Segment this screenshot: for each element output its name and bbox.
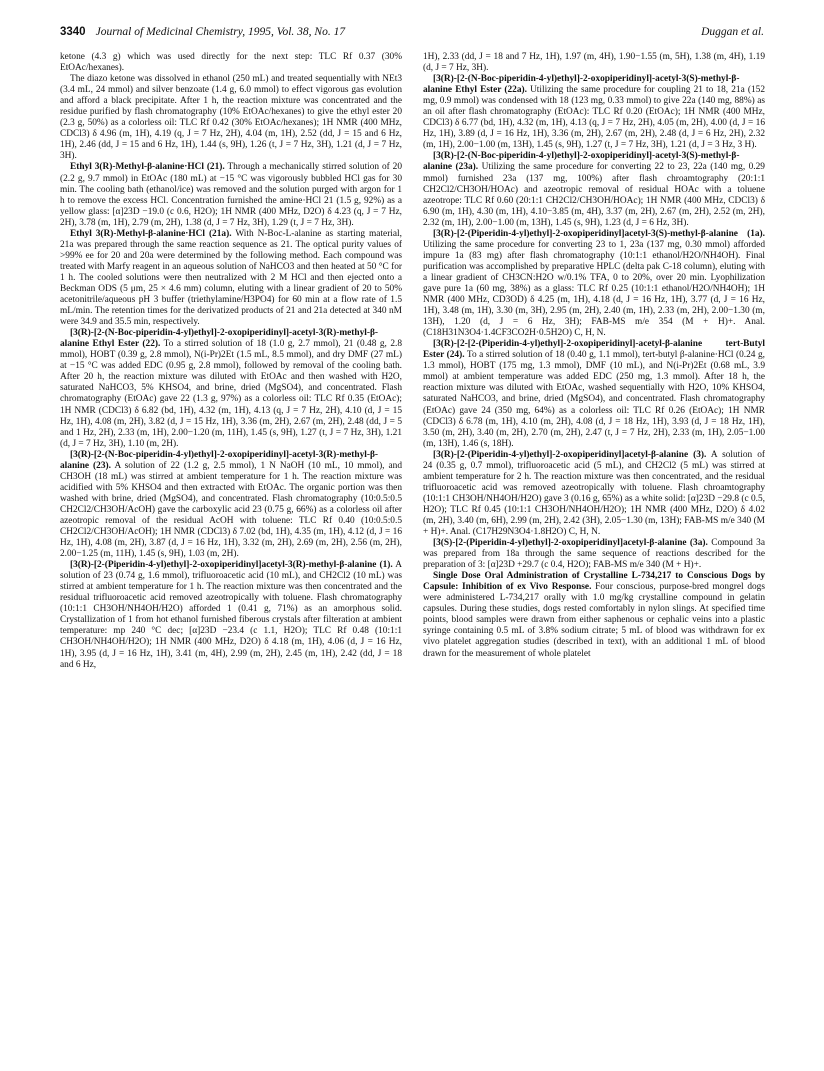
paragraph-text: A solution of 24 (0.35 g, 0.7 mmol), trifluoroacetic acid (5 mL), and CH2Cl2 (5 mL) was stirred at ambient temperature for 2 h. The reaction mixture was then concentrated, and the residual trifluoroacetic acid was removed azeotropically with toluene. Flash chroamtography (10:1:1 CH3OH/NH4OH/H2O) gave 3 (0.16 g, 65%) as a white solid: [α]23D −29.8 (c 0.5, H2O); TLC Rf 0.45 (10:1:1 CH3OH/NH4OH/H2O); 1H NMR (400 MHz, D2O) δ 4.02 (m, 2H), 3.40 (m, 6H), 2.99 (m, 2H), 2.42 (3H), 2.05−1.30 (m, 13H); FAB-MS m/e 340 (M + H)+. Anal. (C17H29N3O4·1.8H2O) C, H, N.	[423, 449, 765, 538]
section-heading: [3(R)-[2-(N-Boc-piperidin-4-yl)ethyl]-2-oxopiperidinyl]-acetyl-3(S)-methyl-β-alanine Ethyl Ester (22a).	[423, 74, 740, 96]
paragraph	[60, 560, 402, 670]
section-heading: [3(R)-[2-(Piperidin-4-yl)ethyl]-2-oxopiperidinyl]acetyl-3(R)-methyl-β-alanine (1).	[70, 560, 393, 571]
paragraph-text: Four conscious, purpose-bred mongrel dogs were administered L-734,217 orally with 1.0 mg/kg crystalline compound in gelatin capsules. During these studies, dogs rested comfortably in nylon slings. At specified time points, blood samples were drawn from either saphenous or cephalic veins into a plastic syringe containing 0.5 mL of 3.8% sodium citrate; 5 mL of blood was withdrawn for ex vivo platelet aggregation studies (described in text), with an additional 1 mL of blood drawn for the measurement of whole platelet	[423, 582, 765, 659]
paragraph-text: Utilizing the same procedure for converting 23 to 1, 23a (137 mg, 0.30 mmol) afforded impure 1a (83 mg) after flash chromatography (10:1:1 ethanol/H2O/NH4OH). Final purification was accomplished by preparative HPLC (delta pak C-18 column), eluting with a linear gradient of CH3CN:H2O w/0.1% TFA, 0 to 20%, over 20 min. Lyophilization gave pure 1a (60 mg, 38%) as a glass: TLC Rf 0.25 (10:1:1 ethanol/H2O/NH4OH); 1H NMR (400 MHz, CD3OD) δ 4.25 (m, 1H), 4.18 (d, J = 16 Hz, 1H), 3.77 (d, J = 16 Hz, 1H), 3.48 (m, 1H), 3.30 (m, 3H), 2.95 (m, 2H), 2.40 (m, 1H), 2.33 (m, 2H), 2.00−1.30 (m, 13H), 1.20 (d, J = 6 Hz, 3H); FAB-MS m/e 354 (M + H)+. Anal. (C18H31N3O4·1.4CF3CO2H·0.5H2O) C, H, N.	[423, 239, 765, 339]
paragraph-text: Compound 3a was prepared from 18a through the same sequence of reactions described for the preparation of 3: [α]23D +29.7 (c 0.4, H2O); FAB-MS m/e 340 (M + H)+.	[423, 538, 765, 571]
running-authors: Duggan et al.	[701, 26, 764, 38]
paragraph	[60, 52, 402, 74]
paragraph	[60, 229, 402, 328]
paragraph	[60, 450, 402, 560]
section-heading: [3(R)-[2-(Piperidin-4-yl)ethyl]-2-oxopiperidinyl]acetyl-3(S)-methyl-β-alanine (1a).	[433, 228, 765, 239]
page-number: 3340	[60, 26, 86, 38]
paragraph	[423, 229, 765, 339]
paragraph	[60, 328, 402, 450]
left-text-column	[60, 52, 402, 1057]
paragraph-text: With N-Boc-L-alanine as starting material, 21a was prepared through the same reaction sequence as 21. The optical purity values of >99% ee for 20 and 20a were determined by the following method. Each compound was treated with Marfy reagent in an aqueous solution of NaHCO3 and then heated at 50 °C for 1 h. The cooled solutions were then neutralized with 2 M HCl and then ejected onto a Beckman ODS (5 μm, 25 × 4.6 mm) column, eluting with a linear gradient of 20 to 50% acetonitrile/aqueous pH 3 buffer (triethylamine/H3PO4) for 60 min at a flow rate of 1.5 mL/min. The retention times for the derivatized products of 21 and 21a detected at 340 nM were 34.9 and 35.5 min, respectively.	[60, 228, 402, 328]
section-heading: Ethyl 3(R)-Methyl-β-alanine·HCl (21a).	[70, 228, 232, 239]
section-heading: [3(R)-[2-[2-(Piperidin-4-yl)ethyl]-2-oxopiperidinyl]-acetyl-β-alanine tert-Butyl Ester (24).	[423, 339, 765, 361]
journal-citation: Journal of Medicinal Chemistry, 1995, Vol. 38, No. 17	[95, 26, 346, 38]
paragraph-text: The diazo ketone was dissolved in ethanol (250 mL) and treated sequentially with NEt3 (3.4 mL, 24 mmol) and silver benzoate (1.4 g, 6.0 mmol) to effect vigorous gas evolution and afford a black precipitate. After 1 h, the reaction mixture was concentrated and the residue purified by flash chromatography (10% EtOAc/hexanes) to give the ethyl ester 20 (2.3 g, 50%) as a colorless oil: TLC Rf 0.42 (30% EtOAc/hexanes); 1H NMR (400 MHz, CDCl3) δ 4.96 (m, 1H), 4.19 (q, J = 7 Hz, 2H), 4.04 (m, 1H), 2.52 (dd, J = 15 and 6 Hz, 1H), 2.46 (dd, J = 15 and 6 Hz, 1H), 1.44 (s, 9H), 1.26 (t, J = 7 Hz, 3H), 1.21 (d, J = 7 Hz, 3H).	[60, 74, 402, 162]
paragraph-text: To a stirred solution of 18 (1.0 g, 2.7 mmol), 21 (0.48 g, 2.8 mmol), HOBT (0.39 g, 2.8 mmol), N(i-Pr)2Et (1.5 mL, 8.5 mmol), and dry DMF (27 mL) at −15 °C was added EDC (0.95 g, 2.8 mmol), followed by removal of the cooling bath. After 20 h, the reaction mixture was diluted with EtOAc and then washed with H2O, saturated NaHCO3, 5% KHSO4, and brine, dried (MgSO4), and concentrated. Flash chromatography (EtOAc) gave 22 (1.3 g, 97%) as a colorless oil: TLC Rf 0.35 (EtOAc); 1H NMR (CDCl3) δ 6.82 (bd, 1H), 4.32 (m, 1H), 4.13 (q, J = 7 Hz, 2H), 4.10 (d, J = 15 Hz, 1H), 4.08 (m, 2H), 3.82 (d, J = 15 Hz, 1H), 3.36 (m, 2H), 2.67 (m, 2H), 2.48 (dd, J = 5 and 1 Hz, 2H), 2.33 (m, 1H), 2.00−1.20 (m, 11H), 1.45 (s, 9H), 1.27 (t, J = 7 Hz, 3H), 1.21 (d, J = 7 Hz, 3H), 1.10 (m, 2H).	[60, 339, 402, 449]
paragraph-text: ketone (4.3 g) which was used directly for the next step: TLC Rf 0.37 (30% EtOAc/hexanes).	[60, 52, 402, 74]
page-header	[60, 26, 764, 42]
paragraph-text: 1H), 2.33 (dd, J = 18 and 7 Hz, 1H), 1.97 (m, 4H), 1.90−1.55 (m, 5H), 1.38 (m, 4H), 1.19 (d, J = 7 Hz, 3H).	[423, 52, 765, 74]
paragraph	[423, 52, 765, 74]
section-heading: [3(S)-[2-(Piperidin-4-yl)ethyl]-2-oxopiperidinyl]acetyl-β-alanine (3a).	[433, 538, 708, 549]
section-heading: [3(R)-[2-(Piperidin-4-yl)ethyl]-2-oxopiperidinyl]acetyl-β-alanine (3).	[433, 449, 707, 460]
paragraph	[60, 162, 402, 228]
paragraph-text: To a stirred solution of 18 (0.40 g, 1.1 mmol), tert-butyl β-alanine·HCl (0.24 g, 1.3 mmol), HOBT (175 mg, 1.3 mmol), DMF (10 mL), and N(i-Pr)2Et (0.68 mL, 3.9 mmol) at ambient temperature was added EDC (250 mg, 1.3 mmol). After 18 h, the reaction mixture was diluted with EtOAc, washed sequentially with H2O, 10% KHSO4, saturated NaHCO3, and brine, dried (MgSO4), and concentrated. Flash chromatography (EtOAc) gave 24 (350 mg, 64%) as a colorless oil: TLC Rf 0.26 (EtOAc); 1H NMR (CDCl3) δ 6.78 (m, 1H), 4.10 (m, 2H), 4.08 (d, J = 18 Hz, 1H), 3.93 (d, J = 18 Hz, 1H), 3.50 (m, 2H), 3.40 (m, 2H), 2.70 (m, 2H), 2.47 (t, J = 7 Hz, 2H), 2.33 (m, 1H), 2.05−1.00 (m, 13H), 1.46 (s, 18H).	[423, 350, 765, 449]
section-heading: [3(R)-[2-(N-Boc-piperidin-4-yl)ethyl]-2-oxopiperidinyl]-acetyl-3(R)-methyl-β-alanine (23).	[60, 449, 379, 471]
paragraph-text: Utilizing the same procedure for converting 22 to 23, 22a (140 mg, 0.29 mmol) furnished 23a (137 mg, 100%) after flash chroamtography (20:1:1 CH2Cl2/CH3OH/HOAc) and azeotropic removal of residual HOAc with a toluene azeotrope: TLC Rf 0.60 (20:1:1 CH2Cl2/CH3OH/HOAc); 1H NMR (400 MHz, CDCl3) δ 6.90 (m, 1H), 4.30 (m, 1H), 4.10−3.85 (m, 4H), 3.37 (m, 2H), 2.67 (m, 2H), 2.52 (m, 2H), 2.32 (m, 1H), 2.00−1.00 (m, 13H), 1.45 (s, 9H), 1.23 (d, J = 6 Hz, 3H).	[423, 162, 765, 228]
section-heading: Ethyl 3(R)-Methyl-β-alanine·HCl (21).	[70, 162, 225, 173]
paragraph-text: Through a mechanically stirred solution of 20 (2.2 g, 9.7 mmol) in EtOAc (180 mL) at −15 °C was vigorously bubbled HCl gas for 30 min. The cooling bath (ethanol/ice) was removed and the solution purged with argon for 1 h to remove the excess HCl. Concentration furnished the amine·HCl 21 (1.5 g, 92%) as a yellow glass: [α]23D −19.0 (c 0.6, H2O); 1H NMR (400 MHz, D2O) δ 4.23 (q, J = 7 Hz, 2H), 3.78 (m, 1H), 2.79 (m, 2H), 1.38 (d, J = 7 Hz, 3H), 1.29 (t, J = 7 Hz, 3H).	[60, 162, 402, 228]
paragraph	[423, 571, 765, 659]
paragraph	[423, 151, 765, 228]
paragraph-text: A solution of 22 (1.2 g, 2.5 mmol), 1 N NaOH (10 mL, 10 mmol), and CH3OH (18 mL) was stirred at ambient temperature for 1 h. The reaction mixture was acidified with 5% KHSO4 and then extracted with EtOAc. The organic portion was then washed with brine, dried (MgSO4), and concentrated. Flash chromatography (10:0.5:0.5 CH2Cl2/CH3OH/AcOH) gave the carboxylic acid 23 (0.75 g, 66%) as a colorless oil after azeotropic removal of the residual AcOH with toluene: TLC Rf 0.40 (10:0.5:0.5 CH2Cl2/CH3OH/AcOH); 1H NMR (CDCl3) δ 7.02 (bd, 1H), 4.35 (m, 1H), 4.12 (d, J = 16 Hz, 1H), 4.08 (m, 2H), 3.87 (d, J = 16 Hz, 1H), 3.32 (m, 2H), 2.69 (m, 2H), 2.56 (m, 2H), 2.00−1.25 (m, 11H), 1.45 (s, 9H), 1.03 (m, 2H).	[60, 460, 402, 560]
section-heading: [3(R)-[2-(N-Boc-piperidin-4-yl)ethyl]-2-oxopiperidinyl]-acetyl-3(R)-methyl-β-alanine Ethyl Ester (22).	[60, 328, 379, 350]
paragraph	[423, 339, 765, 449]
paragraph	[423, 450, 765, 538]
paragraph	[423, 538, 765, 571]
paragraph	[423, 74, 765, 151]
section-heading: [3(R)-[2-(N-Boc-piperidin-4-yl)ethyl]-2-oxopiperidinyl]-acetyl-3(S)-methyl-β-alanine (23a).	[423, 151, 740, 173]
right-text-column	[423, 52, 765, 1057]
paragraph	[60, 74, 402, 162]
paragraph-text: A solution of 23 (0.74 g, 1.6 mmol), trifluoroacetic acid (10 mL), and CH2Cl2 (10 mL) was stirred at ambient temperature for 1 h. The reaction mixture was then concentrated and the residual trifluoroacetic acid removed azeotropically with toluene. Flash chromatography (10:1:1 CH3OH/NH4OH/H2O) afforded 1 (0.41 g, 71%) as an amorphous solid. Crystallization of 1 from hot ethanol furnished fiberous crystals after filteration at ambient temperature: mp 240 °C dec; [α]23D −23.4 (c 1.1, H2O); TLC Rf 0.48 (10:1:1 CH3OH/NH4OH/H2O); 1H NMR (400 MHz, D2O) δ 4.18 (m, 1H), 4.06 (d, J = 16 Hz, 1H), 3.95 (d, J = 16 Hz, 1H), 3.41 (m, 4H), 2.99 (m, 2H), 2.45 (m, 1H), 2.42 (dd, J = 18 and 6 Hz,	[60, 560, 402, 670]
section-heading: Single Dose Oral Administration of Crystalline L-734,217 to Conscious Dogs by Capsule: Inhibition of ex Vivo Response.	[423, 571, 765, 593]
paragraph-text: Utilizing the same procedure for coupling 21 to 18, 21a (152 mg, 0.9 mmol) was condensed with 18 (123 mg, 0.33 mmol) to give 22a (140 mg, 88%) as an oil after flash chromatography (EtOAc): TLC Rf 0.20 (EtOAc); 1H NMR (400 MHz, CDCl3) δ 6.77 (bd, 1H), 4.32 (m, 1H), 4.13 (q, J = 7 Hz, 2H), 4.05 (m, 2H), 4.00 (d, J = 16 Hz, 1H), 3.89 (d, J = 16 Hz, 1H), 3.36 (m, 2H), 2.67 (m, 2H), 2.48 (d, J = 6 Hz, 2H), 2.32 (m, 1H), 2.00−1.00 (m, 13H), 1.45 (s, 9H), 1.27 (t, J = 7 Hz, 3H), 1.21 (d, J = 3 Hz, 3 H).	[423, 85, 765, 151]
